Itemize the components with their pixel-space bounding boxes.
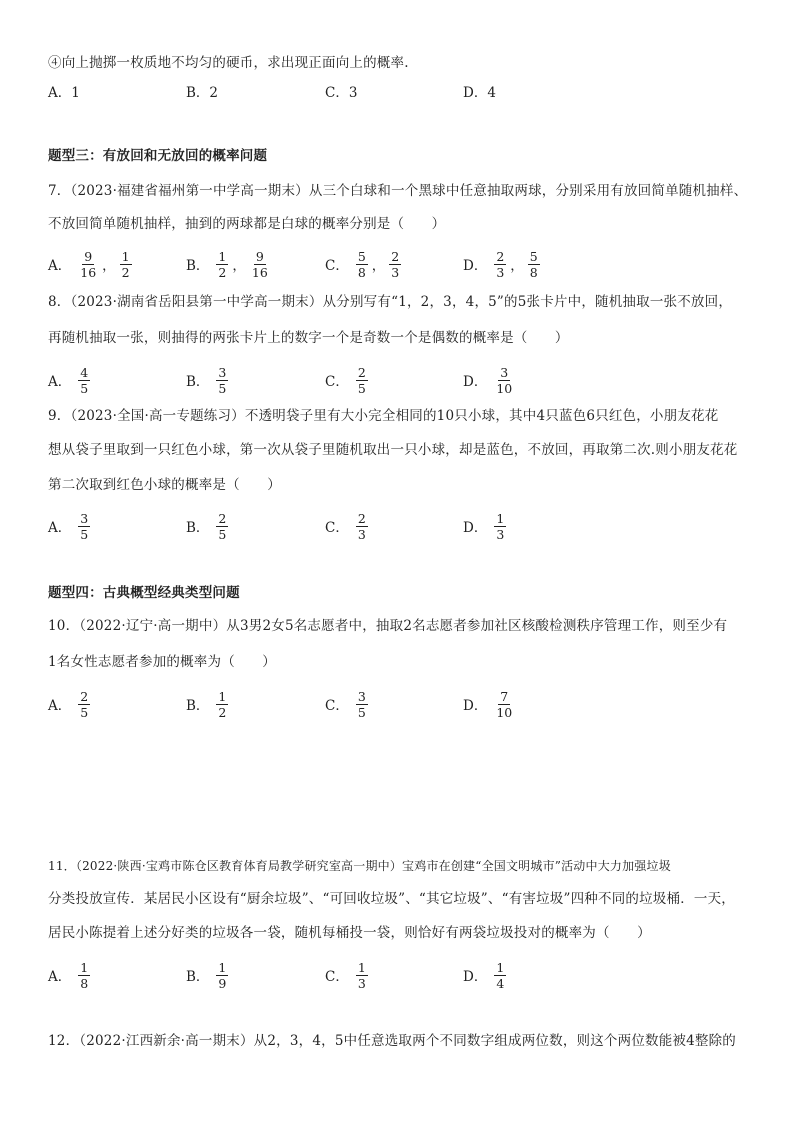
fraction: $\frac{1}{9}$ [218,959,227,991]
q8-line1: 8．（2023·湖南省岳阳县第一中学高一期末）从分别写有“1，2，3，4，5”的5张卡片中，随机抽取一张不放回， [48,294,733,310]
q10-option-d: D． $\frac{7}{10}$ [463,688,513,720]
q11-option-a: A． $\frac{1}{8}$ [48,959,89,991]
q11-line2: 分类投放宣传．某居民小区设有“厨余垃圾”、“可回收垃圾”、“其它垃圾”、“有害垃圾”四种不同的垃圾桶．一天， [48,891,736,907]
q8-option-c: C． $\frac{2}{5}$ [325,364,366,396]
q8-option-a: A． $\frac{4}{5}$ [48,364,89,396]
fraction: $\frac{2}{5}$ [218,510,227,542]
fraction: $\frac{5}{8}$ [529,248,538,280]
fraction: $\frac{9}{16}$ [251,248,268,280]
q9-line2: 想从袋子里取到一只红色小球，第一次从袋子里随机取出一只小球，却是蓝色，不放回，再取第二次.则小朋友花花 [48,442,738,458]
q7-line1: 7．（2023·福建省福州第一中学高一期末）从三个白球和一个黑球中任意抽取两球，分别采用有放回简单随机抽样、 [48,183,748,199]
q11-option-c: C． $\frac{1}{3}$ [325,959,366,991]
q7-line2: 不放回简单随机抽样，抽到的两球都是白球的概率分别是（ ） [48,216,446,232]
q9-line1: 9．（2023·全国·高一专题练习）不透明袋子里有大小完全相同的10只小球，其中4只蓝色6只红色，小朋友花花 [48,408,719,424]
q8-option-b: B． $\frac{3}{5}$ [186,364,227,396]
q8-option-d: D． $\frac{3}{10}$ [463,364,513,396]
q6-option-b: B．2 [186,85,219,101]
fraction: $\frac{4}{5}$ [80,364,89,396]
q6-option-d: D．4 [463,85,496,101]
q6-option-a: A．1 [48,85,80,101]
fraction: $\frac{5}{8}$ [357,248,366,280]
q12-line1: 12．（2022·江西新余·高一期末）从2，3，4，5中任意选取两个不同数字组成两位数，则这个两位数能被4整除的 [48,1033,737,1049]
q9-option-a: A． $\frac{3}{5}$ [48,510,89,542]
q7-option-c: C． $\frac{5}{8}$ ， $\frac{2}{3}$ [325,248,400,280]
fraction: $\frac{3}{5}$ [357,688,366,720]
q10-line2: 1名女性志愿者参加的概率为（ ） [48,654,276,670]
q9-options [48,506,748,546]
q7-option-a: A． $\frac{9}{16}$ ， $\frac{1}{2}$ [48,248,130,280]
fraction: $\frac{3}{5}$ [80,510,89,542]
fraction: $\frac{3}{10}$ [496,364,513,396]
q10-options [48,684,748,724]
section3-heading: 题型三：有放回和无放回的概率问题 [48,148,268,164]
fraction: $\frac{7}{10}$ [496,688,513,720]
q6-option-c: C．3 [325,85,358,101]
fraction: $\frac{1}{3}$ [357,959,366,991]
fraction: $\frac{1}{4}$ [496,959,505,991]
fraction: $\frac{2}{3}$ [391,248,400,280]
q7-option-d: D． $\frac{2}{3}$ ， $\frac{5}{8}$ [463,248,538,280]
q10-option-a: A． $\frac{2}{5}$ [48,688,89,720]
q9-option-b: B． $\frac{2}{5}$ [186,510,227,542]
fraction: $\frac{3}{5}$ [218,364,227,396]
q11-options [48,955,748,995]
fraction: $\frac{1}{2}$ [121,248,130,280]
fraction: $\frac{9}{16}$ [80,248,97,280]
fraction: $\frac{2}{3}$ [496,248,505,280]
q6-text: ④向上抛掷一枚质地不均匀的硬币，求出现正面向上的概率. [48,55,409,71]
q11-option-b: B． $\frac{1}{9}$ [186,959,227,991]
q11-option-d: D． $\frac{1}{4}$ [463,959,505,991]
q6-options [48,84,748,106]
q9-line3: 第二次取到红色小球的概率是（ ） [48,477,281,493]
fraction: $\frac{1}{2}$ [218,248,227,280]
q10-option-c: C． $\frac{3}{5}$ [325,688,366,720]
q8-line2: 再随机抽取一张，则抽得的两张卡片上的数字一个是奇数一个是偶数的概率是（ ） [48,330,569,346]
fraction: $\frac{1}{3}$ [496,510,505,542]
q10-line1: 10．（2022·辽宁·高一期中）从3男2女5名志愿者中，抽取2名志愿者参加社区核酸检测秩序管理工作，则至少有 [48,618,728,634]
q9-option-c: C． $\frac{2}{3}$ [325,510,366,542]
fraction: $\frac{1}{2}$ [218,688,227,720]
fraction: $\frac{2}{5}$ [80,688,89,720]
q9-option-d: D． $\frac{1}{3}$ [463,510,505,542]
q8-options [48,360,748,400]
fraction: $\frac{2}{5}$ [357,364,366,396]
q7-option-b: B． $\frac{1}{2}$ ， $\frac{9}{16}$ [186,248,268,280]
q11-line3: 居民小陈提着上述分好类的垃圾各一袋，随机每桶投一袋，则恰好有两袋垃圾投对的概率为（ ） [48,925,651,941]
q10-option-b: B． $\frac{1}{2}$ [186,688,227,720]
q7-options [48,244,748,284]
section4-heading: 题型四：古典概型经典类型问题 [48,585,240,601]
fraction: $\frac{1}{8}$ [80,959,89,991]
q11-line1: 11．（2022·陕西·宝鸡市陈仓区教育体育局教学研究室高一期中）宝鸡市在创建“全国文明城市”活动中大力加强垃圾 [48,859,671,873]
fraction: $\frac{2}{3}$ [357,510,366,542]
